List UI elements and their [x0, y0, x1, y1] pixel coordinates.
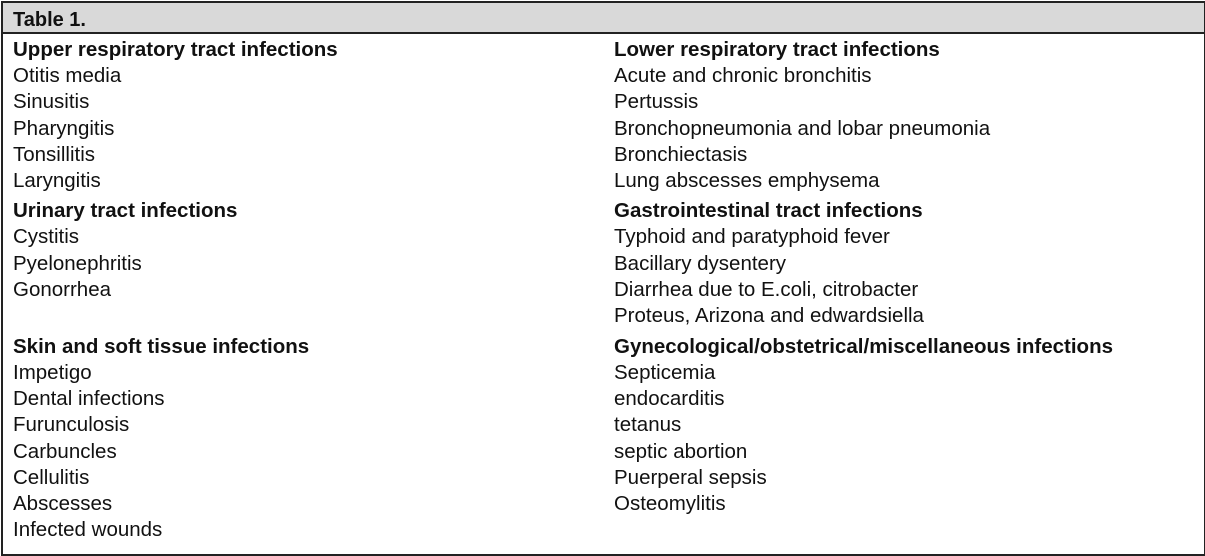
list-item: Pertussis [614, 90, 699, 114]
group-heading: Urinary tract infections [13, 199, 238, 223]
list-item: Acute and chronic bronchitis [614, 64, 872, 87]
group-gynecological-misc [614, 334, 1113, 518]
group-heading: Gynecological/obstetrical/miscellaneous infections [614, 334, 1113, 358]
list-item: Gonorrhea [13, 278, 112, 302]
list-item: endocarditis [614, 386, 725, 410]
list-item: Abscesses [13, 492, 113, 516]
infections-table [1, 1, 1205, 556]
group-skin-soft-tissue [13, 334, 338, 544]
list-item: Carbuncles [13, 439, 117, 463]
list-item: Puerperal sepsis [614, 465, 767, 489]
group-lower-respiratory [614, 37, 1113, 194]
group-heading: Lower respiratory tract infections [614, 38, 940, 61]
group-heading: Gastrointestinal tract infections [614, 199, 923, 223]
list-item: Cellulitis [13, 465, 90, 489]
group-heading: Skin and soft tissue infections [13, 334, 310, 358]
list-item: Proteus, Arizona and edwardsiella [614, 304, 924, 328]
list-item: Diarrhea due to E.coli, citrobacter [614, 278, 919, 302]
list-item: Bacillary dysentery [614, 251, 787, 275]
list-item: Bronchiectasis [614, 142, 748, 166]
list-item: Otitis media [13, 64, 122, 87]
group-gastrointestinal [614, 198, 1113, 329]
left-column [13, 37, 338, 548]
group-urinary-tract [13, 198, 338, 329]
list-item: Osteomylitis [614, 492, 726, 516]
list-item: Bronchopneumonia and lobar pneumonia [614, 116, 991, 140]
group-heading: Upper respiratory tract infections [13, 38, 338, 61]
list-item: Furunculosis [13, 413, 130, 437]
list-item: Lung abscesses emphysema [614, 169, 880, 193]
list-item: Cystitis [13, 225, 80, 249]
right-column [614, 37, 1113, 521]
table-title: Table 1. [3, 3, 1204, 34]
list-item: Typhoid and paratyphoid fever [614, 225, 890, 249]
list-item: Septicemia [614, 360, 716, 384]
list-item: Sinusitis [13, 90, 90, 114]
list-item: Pharyngitis [13, 116, 115, 140]
group-upper-respiratory [13, 37, 338, 194]
list-item: Infected wounds [13, 518, 163, 542]
list-item: Pyelonephritis [13, 251, 142, 275]
list-item: Dental infections [13, 386, 165, 410]
list-item: Impetigo [13, 360, 92, 384]
list-item: Tonsillitis [13, 142, 96, 166]
list-item: tetanus [614, 413, 682, 437]
list-item: septic abortion [614, 439, 748, 463]
list-item: Laryngitis [13, 169, 101, 193]
blank-row [13, 303, 338, 329]
